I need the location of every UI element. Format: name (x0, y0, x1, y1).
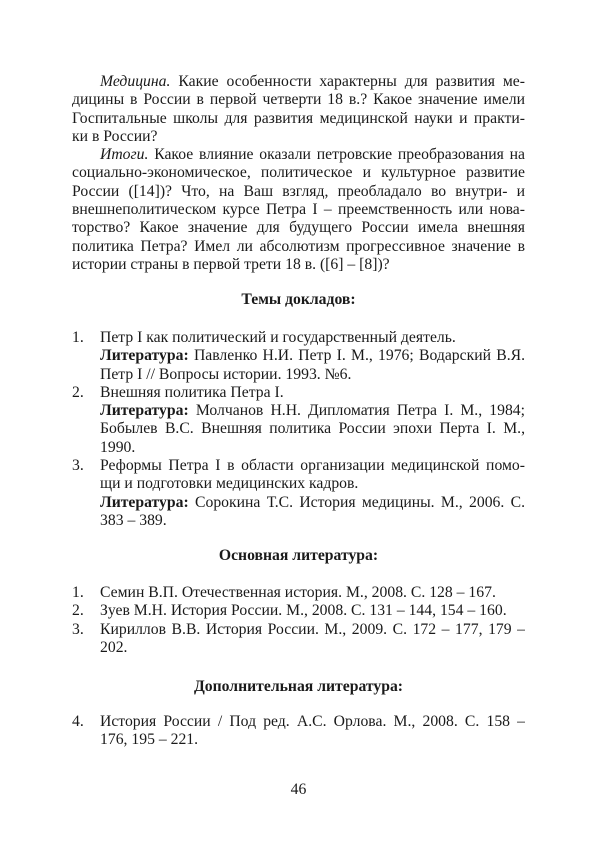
literature-reference: Молчанов Н.Н. Дипломатия Петра I. М., 1984; (195, 402, 525, 420)
text-line: Семин В.П. Отечественная история. М., 2008. С. 128 – 167. (100, 584, 496, 601)
list-item (72, 584, 525, 602)
list-item-text (100, 602, 525, 620)
text-line: социально-экономическое, политическое и культурное развитие (72, 164, 525, 182)
list-number: 1. (72, 329, 84, 346)
list-item (72, 621, 525, 658)
text-line (100, 494, 525, 512)
text-line (72, 73, 525, 91)
text-line: щи и подготовки медицинских кадров. (100, 475, 359, 493)
literature-label: Литература: (100, 347, 189, 365)
literature-label: Литература: (100, 402, 189, 420)
main-literature-list (72, 584, 525, 657)
list-item (72, 384, 525, 457)
text-line: Реформы Петра I в области организации медицинской помо- (100, 457, 525, 475)
list-number: 1. (72, 584, 84, 601)
text-line: Кириллов В.В. История России. М., 2009. С. 172 – 177, 179 – (100, 620, 525, 638)
list-number: 3. (72, 620, 84, 638)
paragraph-lead: Итоги. (100, 146, 149, 164)
text-line: 383 – 389. (100, 511, 167, 529)
question-paragraph-medicine (72, 73, 525, 146)
section-heading-main-literature: Основная литература: (218, 547, 379, 564)
list-item-text (100, 584, 525, 602)
literature-reference: Павленко Н.И. Петр I. М., 1976; Водарский В.Я. (193, 347, 525, 365)
list-item-text (100, 329, 525, 384)
text-line: Петр I // Вопросы истории. 1993. №6. (100, 365, 352, 383)
literature-label: Литература: (100, 493, 189, 511)
list-item-text (100, 621, 525, 658)
list-item-text (100, 384, 525, 457)
list-number: 2. (72, 602, 84, 620)
list-item-text (100, 713, 525, 750)
text-line: 202. (100, 638, 128, 656)
section-heading-additional-literature: Дополнительная литература: (193, 677, 404, 695)
list-number: 4. (72, 713, 84, 730)
topics-list (72, 329, 525, 530)
additional-literature-list (72, 713, 525, 750)
list-number: 3. (72, 457, 84, 475)
text-line-content: Какое влияние оказали петровские преобразования на (154, 146, 525, 164)
text-line: истории страны в первой трети 18 в. ([6] – [8])? (72, 255, 390, 273)
text-line: Зуев М.Н. История России. М., 2008. С. 131 – 144, 154 – 160. (100, 602, 507, 620)
text-line: 176, 195 – 221. (100, 731, 199, 749)
text-line (100, 402, 525, 420)
text-line: ки в России? (72, 127, 158, 145)
text-line: 1990. (100, 438, 136, 456)
list-item-text (100, 457, 525, 530)
list-item (72, 602, 525, 620)
text-line: политика Петра? Имел ли абсолютизм прогрессивное значение в (72, 237, 525, 255)
text-line: торство? Какое значение для будущего России имела внешняя (72, 219, 525, 237)
text-line: внешнеполитическом курсе Петра I – преемственность или нова- (72, 201, 525, 219)
list-number: 2. (72, 383, 84, 401)
literature-reference: Сорокина Т.С. История медицины. М., 2006. С. (195, 493, 525, 511)
text-line: Петр I как политический и государственный деятель. (100, 329, 456, 346)
section-heading-topics: Темы докладов: (241, 291, 356, 308)
text-line: Внешняя политика Петра I. (100, 383, 284, 401)
list-item (72, 457, 525, 530)
text-line: России ([14])? Что, на Ваш взгляд, преобладало во внутри- и (72, 182, 525, 200)
text-line: дицины в России в первой четверти 18 в.? Какое значение имели (72, 91, 525, 109)
text-line: Госпитальные школы для развития медицинской науки и практи- (72, 109, 525, 127)
question-paragraph-results (72, 146, 525, 274)
page-number: 46 (290, 781, 307, 798)
paragraph-lead: Медицина. (100, 73, 171, 90)
text-line-content: Какие особенности характерны для развития ме- (178, 73, 525, 90)
list-item (72, 713, 525, 750)
text-line (72, 146, 525, 164)
text-line (100, 347, 525, 365)
text-line: Бобылев В.С. Внешняя политика России эпохи Перта I. М., (100, 420, 525, 438)
text-line: История России / Под ред. А.С. Орлова. М., 2008. С. 158 – (100, 713, 525, 730)
list-item (72, 329, 525, 384)
